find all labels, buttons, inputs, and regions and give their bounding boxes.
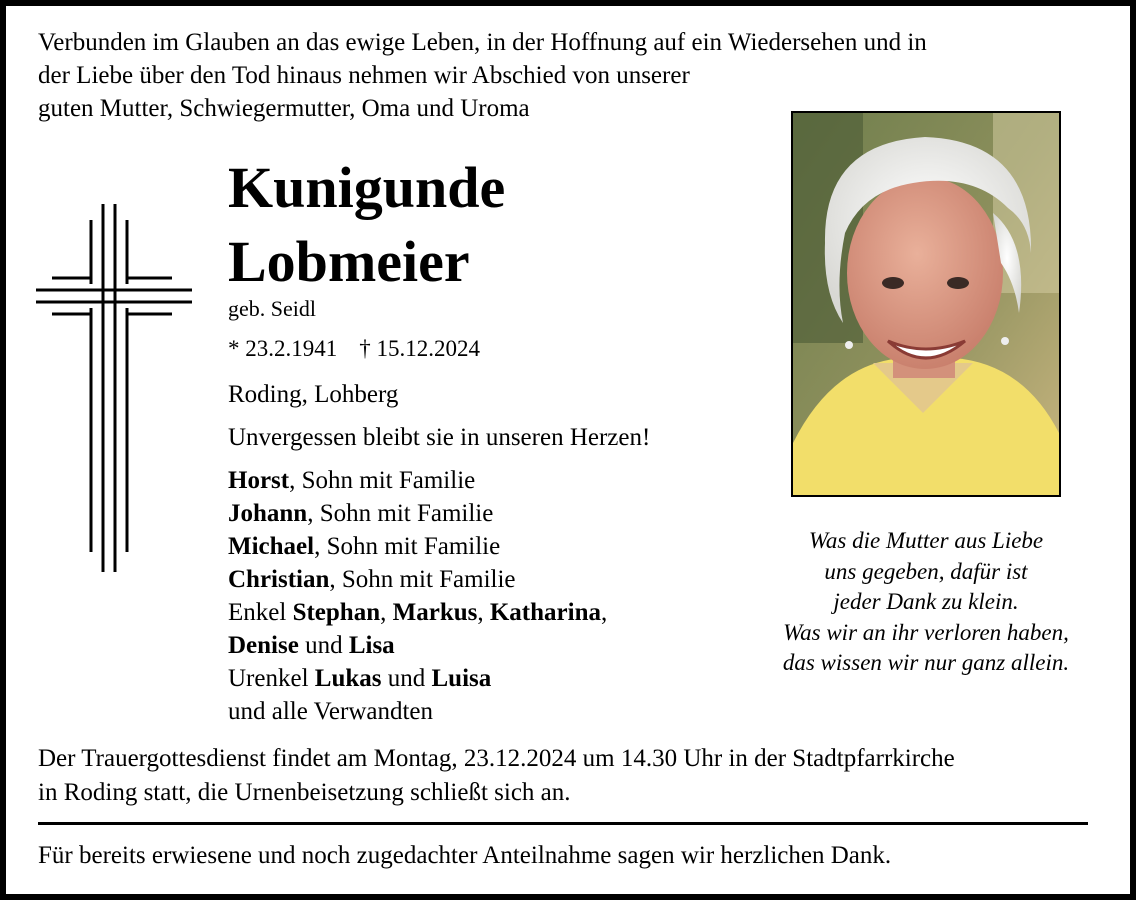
mourner-relation: , Sohn mit Familie [307, 500, 494, 527]
mourner-name: Markus [392, 599, 478, 626]
mourners-list [228, 464, 607, 728]
separator: , [600, 599, 608, 626]
thanks-text: Für bereits erwiesene und noch zugedachter Anteilnahme sagen wir herzlichen Dank. [38, 842, 892, 869]
separator: , [477, 599, 490, 626]
mourner-name: Lisa [348, 632, 395, 659]
mourner-name: Christian [228, 566, 330, 593]
mourner-relation: , Sohn mit Familie [314, 533, 501, 560]
poem-line: jeder Dank zu klein. [833, 589, 1019, 614]
intro-line: guten Mutter, Schwiegermutter, Oma und Uroma [38, 95, 530, 122]
birth-date: * 23.2.1941 [228, 336, 338, 361]
mourner-name: Stephan [292, 599, 381, 626]
first-name: Kunigunde [228, 155, 506, 220]
obituary-card [6, 6, 1130, 894]
cross-icon [34, 202, 194, 574]
poem-line: Was die Mutter aus Liebe [808, 528, 1044, 553]
maiden-name: geb. Seidl [228, 296, 316, 321]
service-line: Der Trauergottesdienst findet am Montag, 23.12.2024 um 14.30 Uhr in der Stadtpfarrkirche [38, 745, 955, 772]
mourner-name: Horst [228, 467, 290, 494]
poem-line: uns gegeben, dafür ist [824, 558, 1028, 584]
place: Roding, Lohberg [228, 381, 399, 408]
mourner-line [228, 662, 607, 695]
separator: und [381, 665, 432, 692]
service-line: in Roding statt, die Urnenbeisetzung schließt sich an. [38, 779, 571, 806]
portrait-photo [791, 111, 1061, 497]
motto: Unvergessen bleibt sie in unseren Herzen! [228, 424, 651, 451]
mourner-name: Luisa [431, 665, 492, 692]
divider [38, 822, 1088, 825]
mourner-name: Denise [228, 632, 299, 659]
separator: , [380, 599, 393, 626]
mourner-relation: , Sohn mit Familie [289, 467, 476, 494]
mourner-line [228, 596, 607, 629]
mourner-line: und alle Verwandten [228, 698, 434, 725]
mourner-name: Katharina [489, 599, 601, 626]
mourner-name: Johann [228, 500, 308, 527]
intro-line: Verbunden im Glauben an das ewige Leben, in der Hoffnung auf ein Wiedersehen und in [38, 29, 927, 56]
last-name: Lobmeier [228, 229, 470, 294]
death-date: † 15.12.2024 [359, 336, 480, 361]
mourner-name: Michael [228, 533, 315, 560]
memorial-poem [746, 526, 1106, 679]
poem-line: das wissen wir nur ganz allein. [782, 650, 1070, 675]
mourner-line [228, 497, 607, 530]
mourner-line [228, 629, 607, 662]
mourner-line [228, 464, 607, 497]
intro-line: der Liebe über den Tod hinaus nehmen wir Abschied von unserer [38, 62, 690, 89]
deceased-name [228, 151, 505, 299]
mourner-name: Lukas [314, 665, 382, 692]
poem-line: Was wir an ihr verloren haben, [783, 619, 1069, 645]
separator: und [298, 632, 349, 659]
mourner-line [228, 563, 607, 596]
service-info [38, 742, 1113, 810]
mourner-relation: Urenkel [228, 665, 315, 692]
mourner-line [228, 530, 607, 563]
mourner-relation: , Sohn mit Familie [329, 566, 516, 593]
life-dates [228, 336, 480, 362]
mourner-relation: Enkel [228, 599, 293, 626]
